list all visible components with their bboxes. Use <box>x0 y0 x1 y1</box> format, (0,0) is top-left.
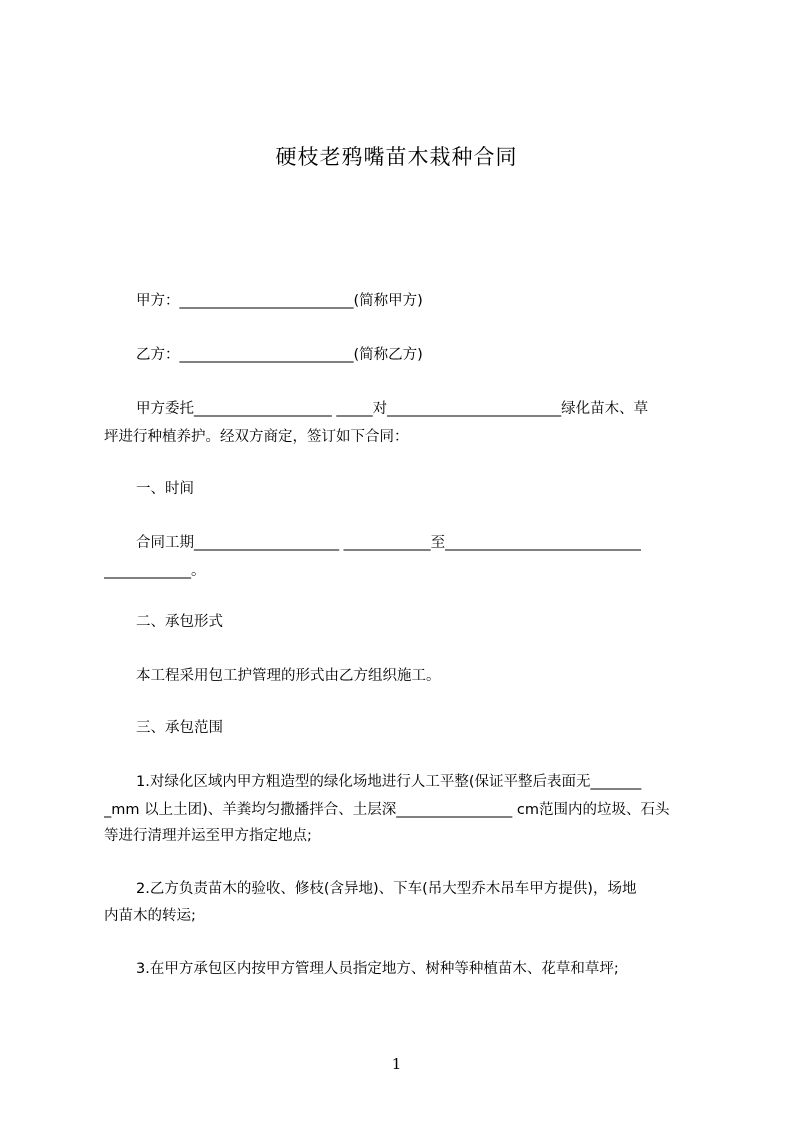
scope-item-2-line-1: 2.乙方负责苗木的验收、修枝(含异地)、下车(吊大型乔木吊车甲方提供)，场地 <box>136 881 637 897</box>
term-line-1: 合同工期____________________ ____________至___________________________ <box>136 535 641 551</box>
contract-form-text: 本工程采用包工护管理的形式由乙方组织施工。 <box>136 668 441 684</box>
scope-item-2-line-2: 内苗木的转运; <box>104 908 196 924</box>
section-heading-contract-form: 二、承包形式 <box>136 614 223 630</box>
section-heading-scope: 三、承包范围 <box>136 720 223 736</box>
party-a-line: 甲方：________________________(简称甲方) <box>136 293 423 309</box>
scope-item-1-line-1: 1.对绿化区域内甲方粗造型的绿化场地进行人工平整(保证平整后表面无_______ <box>136 774 642 790</box>
term-line-2: ____________。 <box>104 563 206 579</box>
scope-item-1-line-3: 等进行清理并运至甲方指定地点; <box>104 828 312 844</box>
party-b-line: 乙方：________________________(简称乙方) <box>136 347 423 363</box>
intro-line-1: 甲方委托___________________ _____对________________________绿化苗木、草 <box>136 401 649 417</box>
page-number: 1 <box>391 1055 402 1073</box>
scope-item-1-line-2: _mm 以上土团)、羊粪均匀撒播拌合、土层深________________ cm范围内的垃圾、石头 <box>104 802 670 818</box>
contract-title: 硬枝老鸦嘴苗木栽种合同 <box>275 145 518 169</box>
scope-item-3-line-1: 3.在甲方承包区内按甲方管理人员指定地方、树种等种植苗木、花草和草坪; <box>136 961 619 977</box>
intro-line-2: 坪进行种植养护。经双方商定，签订如下合同： <box>104 429 409 445</box>
section-heading-time: 一、时间 <box>136 481 194 497</box>
